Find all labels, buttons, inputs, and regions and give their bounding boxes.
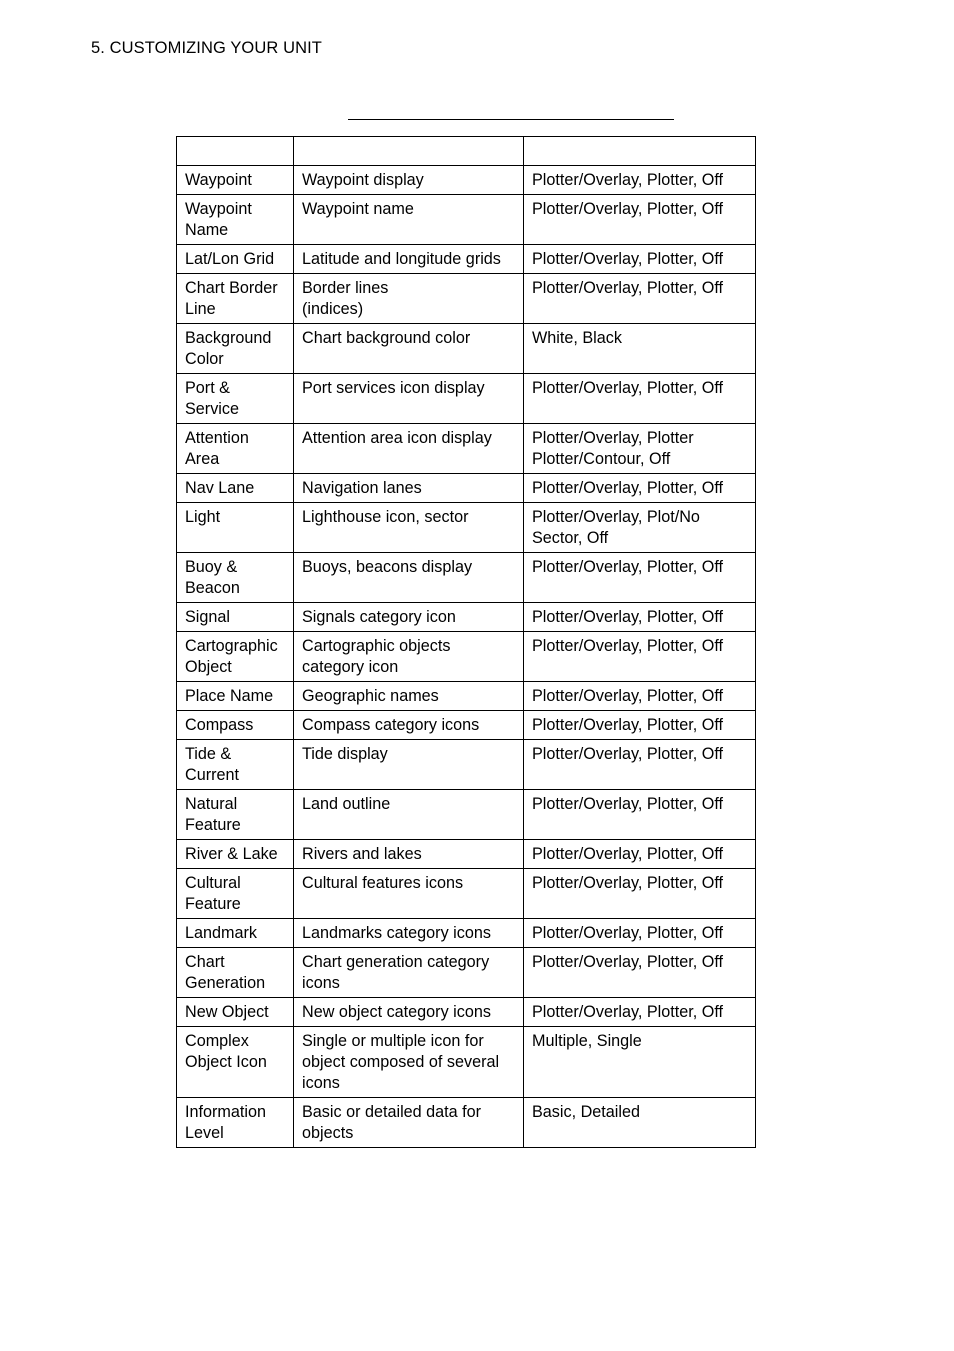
item-cell: River & Lake [177, 840, 294, 869]
options-cell: Plotter/Overlay, Plotter, Off [524, 919, 756, 948]
options-cell: Plotter/Overlay, Plotter, Off [524, 274, 756, 324]
header-item [177, 137, 294, 166]
options-cell: Plotter/Overlay, Plotter, Off [524, 740, 756, 790]
table-row [177, 274, 756, 324]
item-cell: Compass [177, 711, 294, 740]
item-cell: Waypoint [177, 166, 294, 195]
table-row [177, 474, 756, 503]
options-cell: Plotter/Overlay, Plotter, Off [524, 682, 756, 711]
options-cell: Plotter/Overlay, Plotter, Off [524, 553, 756, 603]
title-underline [348, 119, 674, 120]
table-row [177, 740, 756, 790]
description-cell: Chart generation category icons [294, 948, 524, 998]
table-row [177, 503, 756, 553]
item-cell: Lat/Lon Grid [177, 245, 294, 274]
description-cell: Geographic names [294, 682, 524, 711]
description-cell: Navigation lanes [294, 474, 524, 503]
options-cell: Plotter/Overlay, Plot/No Sector, Off [524, 503, 756, 553]
description-cell: Border lines (indices) [294, 274, 524, 324]
item-cell: Port & Service [177, 374, 294, 424]
options-cell: Plotter/Overlay, Plotter, Off [524, 195, 756, 245]
options-cell: Multiple, Single [524, 1027, 756, 1098]
table-header [177, 137, 756, 166]
item-cell: Chart Border Line [177, 274, 294, 324]
table-row [177, 682, 756, 711]
table-row [177, 424, 756, 474]
header-options [524, 137, 756, 166]
options-cell: Plotter/Overlay, Plotter, Off [524, 711, 756, 740]
chart-settings-table [176, 136, 756, 1148]
description-cell: Cartographic objects category icon [294, 632, 524, 682]
description-cell: Attention area icon display [294, 424, 524, 474]
item-cell: Chart Generation [177, 948, 294, 998]
table-row [177, 195, 756, 245]
options-cell: White, Black [524, 324, 756, 374]
options-cell: Plotter/Overlay, Plotter, Off [524, 603, 756, 632]
options-cell: Plotter/Overlay, Plotter, Off [524, 474, 756, 503]
description-cell: Landmarks category icons [294, 919, 524, 948]
description-cell: Tide display [294, 740, 524, 790]
item-cell: Light [177, 503, 294, 553]
table-row [177, 840, 756, 869]
table-row [177, 948, 756, 998]
description-cell: Lighthouse icon, sector [294, 503, 524, 553]
table-header-row [177, 137, 756, 166]
table-row [177, 324, 756, 374]
table-row [177, 166, 756, 195]
description-cell: New object category icons [294, 998, 524, 1027]
options-cell: Plotter/Overlay, Plotter, Off [524, 632, 756, 682]
table-row [177, 869, 756, 919]
table-row [177, 919, 756, 948]
item-cell: Waypoint Name [177, 195, 294, 245]
table-row [177, 998, 756, 1027]
description-cell: Single or multiple icon for object composed of several icons [294, 1027, 524, 1098]
description-cell: Signals category icon [294, 603, 524, 632]
item-cell: Background Color [177, 324, 294, 374]
options-cell: Plotter/Overlay, Plotter, Off [524, 790, 756, 840]
item-cell: Signal [177, 603, 294, 632]
table-row [177, 1098, 756, 1148]
options-cell: Basic, Detailed [524, 1098, 756, 1148]
table-row [177, 790, 756, 840]
description-cell: Waypoint display [294, 166, 524, 195]
description-cell: Waypoint name [294, 195, 524, 245]
table-row [177, 245, 756, 274]
item-cell: Nav Lane [177, 474, 294, 503]
description-cell: Rivers and lakes [294, 840, 524, 869]
item-cell: Landmark [177, 919, 294, 948]
page-header: 5. CUSTOMIZING YOUR UNIT [91, 39, 322, 57]
options-cell: Plotter/Overlay, Plotter, Off [524, 948, 756, 998]
item-cell: New Object [177, 998, 294, 1027]
description-cell: Land outline [294, 790, 524, 840]
description-cell: Basic or detailed data for objects [294, 1098, 524, 1148]
table-row [177, 374, 756, 424]
header-description [294, 137, 524, 166]
item-cell: Cultural Feature [177, 869, 294, 919]
options-cell: Plotter/Overlay, Plotter, Off [524, 998, 756, 1027]
table-row [177, 603, 756, 632]
item-cell: Place Name [177, 682, 294, 711]
description-cell: Chart background color [294, 324, 524, 374]
options-cell: Plotter/Overlay, Plotter, Off [524, 245, 756, 274]
table-row [177, 711, 756, 740]
table-row [177, 1027, 756, 1098]
options-cell: Plotter/Overlay, Plotter, Off [524, 840, 756, 869]
item-cell: Cartographic Object [177, 632, 294, 682]
description-cell: Port services icon display [294, 374, 524, 424]
item-cell: Attention Area [177, 424, 294, 474]
description-cell: Latitude and longitude grids [294, 245, 524, 274]
options-cell: Plotter/Overlay, Plotter Plotter/Contour, Off [524, 424, 756, 474]
description-cell: Buoys, beacons display [294, 553, 524, 603]
table-row [177, 553, 756, 603]
options-cell: Plotter/Overlay, Plotter, Off [524, 166, 756, 195]
options-cell: Plotter/Overlay, Plotter, Off [524, 869, 756, 919]
table-body [177, 166, 756, 1148]
item-cell: Information Level [177, 1098, 294, 1148]
item-cell: Complex Object Icon [177, 1027, 294, 1098]
item-cell: Natural Feature [177, 790, 294, 840]
options-cell: Plotter/Overlay, Plotter, Off [524, 374, 756, 424]
item-cell: Tide & Current [177, 740, 294, 790]
item-cell: Buoy & Beacon [177, 553, 294, 603]
table-row [177, 632, 756, 682]
description-cell: Compass category icons [294, 711, 524, 740]
description-cell: Cultural features icons [294, 869, 524, 919]
